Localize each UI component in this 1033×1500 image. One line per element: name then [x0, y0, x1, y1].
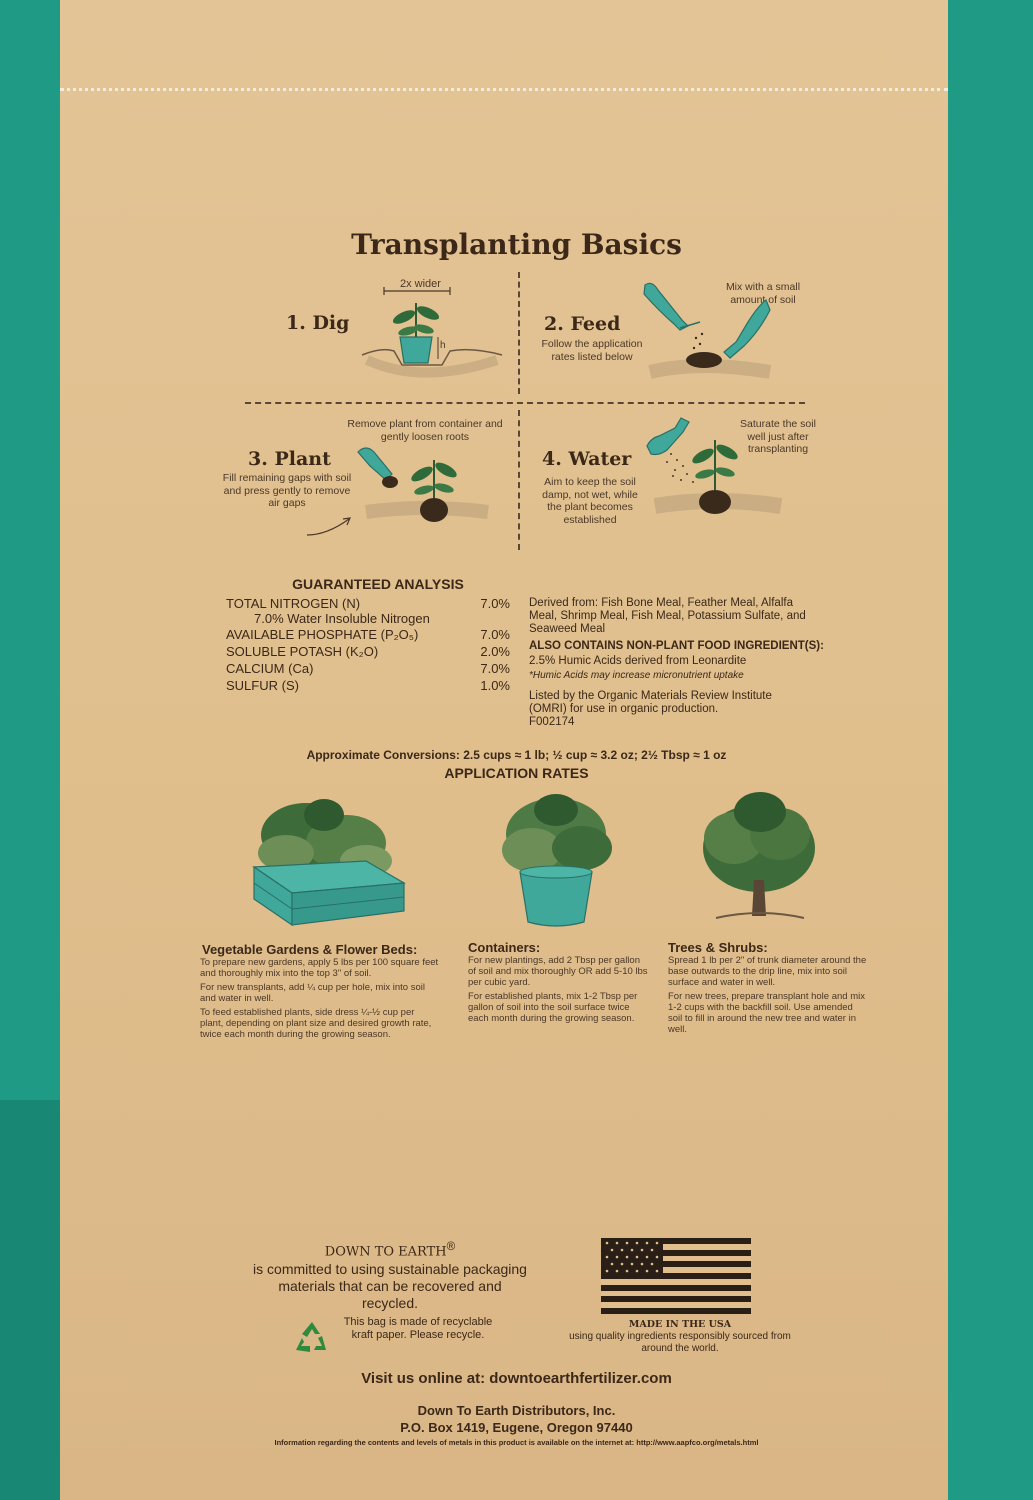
feed-illustration	[640, 280, 770, 390]
trees-shrubs-text: Spread 1 lb per 2" of trunk diameter around the base outwards to the drip line, mix into soil surface and water in well. For new trees, prepare transplant hole and mix 1-2 cups with the backfill soil. Use amended soil to fill in around the new tree and water in well.	[668, 955, 867, 1035]
product-code: F002174	[529, 716, 575, 728]
water-illustration	[645, 410, 785, 540]
company-info	[0, 1402, 1033, 1436]
also-contains-text: 2.5% Humic Acids derived from Leonardite	[529, 655, 747, 667]
top-stitching	[60, 88, 948, 91]
guaranteed-analysis-title: GUARANTEED ANALYSIS	[292, 576, 464, 592]
feed-instruction: Follow the application rates listed below	[541, 338, 643, 363]
company-address: P.O. Box 1419, Eugene, Oregon 97440	[400, 1420, 633, 1435]
plant-callout: Remove plant from container and gently loosen roots	[347, 418, 503, 443]
omri-text: Listed by the Organic Materials Review Institute (OMRI) for use in organic production.	[529, 690, 772, 715]
conversions: Approximate Conversions: 2.5 cups ≈ 1 lb; ½ cup ≈ 3.2 oz; 2½ Tbsp ≈ 1 oz	[306, 748, 727, 762]
brand-name: DOWN TO EARTH	[324, 1244, 447, 1260]
vegetable-gardens-heading: Vegetable Gardens & Flower Beds:	[202, 942, 418, 957]
plant-illustration	[356, 440, 496, 540]
feed-callout: Mix with a small amount of soil	[725, 281, 801, 306]
plant-instruction: Fill remaining gaps with soil and press gently to remove air gaps	[222, 472, 352, 509]
metals-disclaimer: Information regarding the contents and levels of metals in this product is available on the internet at: http://www.aapfco.org/metals.html	[274, 1438, 759, 1447]
made-in-usa	[560, 1319, 800, 1355]
tree-illustration	[694, 790, 824, 930]
sustainability-statement: DOWN TO EARTH® is committed to using sustainable packaging materials that can be recovered and recycled.	[253, 1240, 527, 1311]
dig-illustration	[362, 285, 502, 385]
analysis-row: SOLUBLE POTASH (K₂O) 2.0%	[226, 644, 510, 659]
containers-heading: Containers:	[468, 940, 541, 955]
plant-arrow	[305, 515, 355, 539]
step-feed-title: 2. Feed	[544, 313, 621, 335]
recyclable-bag-note: This bag is made of recyclable kraft paper. Please recycle.	[343, 1316, 493, 1341]
vegetable-gardens-text: To prepare new gardens, apply 5 lbs per 100 square feet and thoroughly mix into the top 3" of soil. For new transplants, add ¼ cup per hole, mix into soil and water in well. To feed established plants, side dress ¼-½ cup per plant, depending on plant size and desired growth rate, twice each month during the growing season.	[200, 957, 439, 1040]
step-divider-vertical-top	[518, 272, 520, 394]
containers-text: For new plantings, add 2 Tbsp per gallon of soil and mix thoroughly OR add 5-10 lbs per cubic yard. For established plants, mix 1-2 Tbsp per gallon of soil into the soil surface twice each month during the growing season.	[468, 955, 648, 1024]
step-divider-vertical-bottom	[518, 410, 520, 550]
company-name: Down To Earth Distributors, Inc.	[417, 1403, 616, 1418]
recycle-icon	[290, 1318, 334, 1358]
dig-annotation: 2x wider	[400, 278, 441, 290]
step-dig-title: 1. Dig	[286, 312, 350, 334]
analysis-row: SULFUR (S) 1.0%	[226, 678, 510, 693]
step-plant-title: 3. Plant	[248, 448, 331, 470]
analysis-row: AVAILABLE PHOSPHATE (P₂O₅) 7.0%	[226, 627, 510, 642]
raised-bed-illustration	[246, 795, 406, 935]
container-plant-illustration	[492, 790, 622, 930]
analysis-row: TOTAL NITROGEN (N) 7.0%	[226, 596, 510, 611]
derived-from-text: Derived from: Fish Bone Meal, Feather Meal, Alfalfa Meal, Shrimp Meal, Fish Meal, Potassium Sulfate, and Seaweed Meal	[529, 597, 806, 635]
dig-depth-label: h	[440, 340, 446, 351]
analysis-row: CALCIUM (Ca) 7.0%	[226, 661, 510, 676]
step-divider-horizontal	[245, 402, 805, 404]
trees-shrubs-heading: Trees & Shrubs:	[668, 940, 768, 955]
made-in-usa-heading: MADE IN THE USA	[628, 1319, 732, 1330]
water-callout: Saturate the soil well just after transplanting	[740, 418, 816, 455]
step-water-title: 4. Water	[542, 448, 632, 470]
made-in-usa-text: using quality ingredients responsibly sourced from around the world.	[569, 1331, 791, 1354]
analysis-row: 7.0% Water Insoluble Nitrogen	[254, 611, 430, 626]
us-flag-icon	[601, 1238, 751, 1314]
website-line: Visit us online at: downtoearthfertilizer.com	[361, 1370, 672, 1387]
application-rates-title: APPLICATION RATES	[444, 765, 589, 781]
water-instruction: Aim to keep the soil damp, not wet, while the plant becomes established	[542, 476, 638, 526]
also-contains-heading: ALSO CONTAINS NON-PLANT FOOD INGREDIENT(S):	[529, 640, 824, 652]
page-title: Transplanting Basics	[351, 228, 682, 261]
humic-note: *Humic Acids may increase micronutrient uptake	[529, 670, 744, 681]
